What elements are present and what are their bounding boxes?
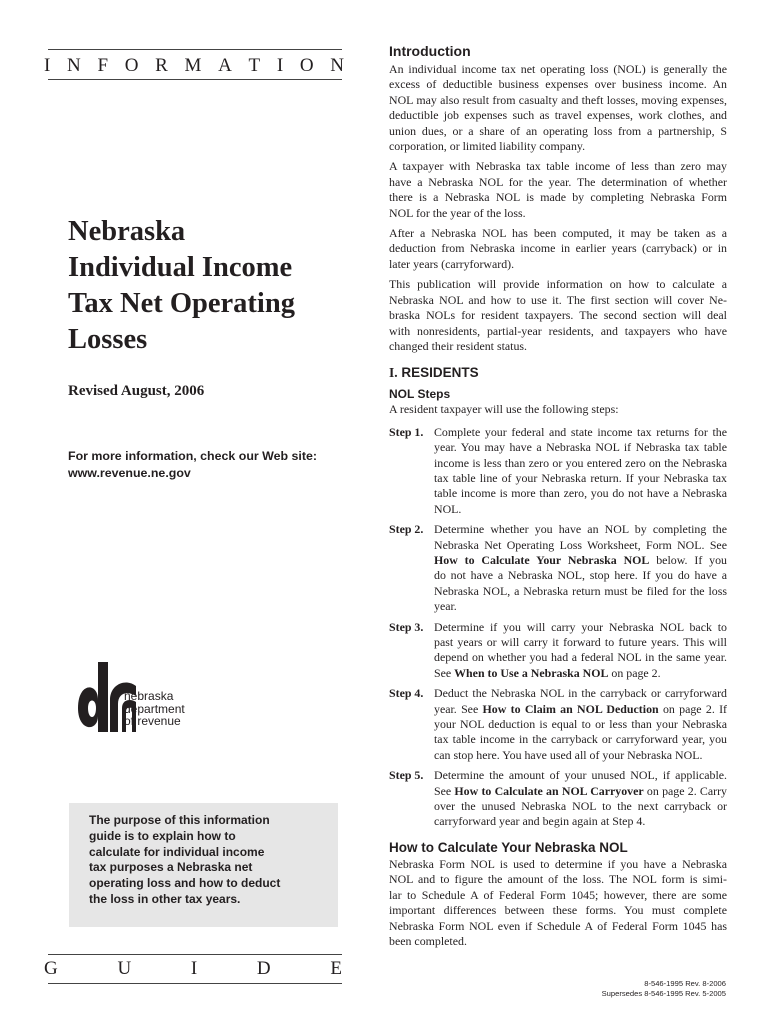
step-body (434, 620, 727, 682)
text-line: past years or will carry it forward to future years. This will (434, 635, 727, 649)
banner-letter: U (117, 958, 132, 979)
revised-date: Revised August, 2006 (68, 383, 205, 399)
banner-letter: N (330, 55, 344, 76)
text-line: Nebraska Net Operating Loss Worksheet, Form NOL. See (434, 537, 727, 552)
form-revision-footer (602, 979, 726, 999)
step-label: Step 5. (389, 768, 424, 783)
website-link[interactable]: www.revenue.ne.gov (68, 466, 191, 480)
banner-letter: E (330, 958, 342, 979)
text-line: deduction from Nebraska income in earlier years (carryback) or in (389, 241, 727, 256)
intro-paragraph-2 (389, 159, 727, 221)
residents-heading (389, 365, 727, 381)
text-line: year. You may have a Nebraska NOL if Nebraska tax table (434, 440, 727, 455)
information-banner (44, 55, 344, 77)
banner-letter: I (276, 55, 284, 76)
section-number: I. (389, 365, 398, 381)
step-3 (389, 620, 727, 682)
text-line: table income is more than zero, you do not have a Nebraska (434, 486, 727, 501)
logo-line: department (124, 701, 185, 716)
step-body (434, 425, 727, 517)
purpose-text (89, 813, 309, 908)
guide-top-rule (48, 954, 342, 955)
banner-letter: R (155, 55, 168, 76)
text-fragment: See (434, 783, 455, 798)
text-line: union dues, or a share of an operating loss from a partnership, S (389, 123, 727, 138)
step-body (434, 522, 727, 614)
nol-steps-heading: NOL Steps (389, 387, 451, 402)
text-line: An individual income tax net operating loss (NOL) is generally the (389, 62, 727, 76)
text-line: Nebraska Form NOL even if Schedule A of Federal Form 1045 has (389, 918, 727, 933)
text-line: do not have a Nebraska NOL, stop here. If you do have a (434, 568, 727, 583)
text-line: year. (434, 599, 457, 614)
text-line: braska NOLs for resident taxpayers. The second section will deal (389, 308, 727, 323)
text-line: After a Nebraska NOL has been computed, it may be taken as a (389, 226, 727, 241)
cross-reference: How to Calculate an NOL Carryover (454, 783, 644, 798)
text-line: excess of deductible business expenses over business income. An (389, 77, 727, 92)
intro-heading: Introduction (389, 43, 471, 59)
text-fragment: on page 2. If (658, 701, 728, 716)
banner-letter: I (190, 958, 198, 979)
title-line: Losses (68, 324, 148, 355)
steps-lead: A resident taxpayer will use the following steps: (389, 402, 619, 417)
banner-letter: D (256, 958, 271, 979)
calc-heading: How to Calculate Your Nebraska NOL (389, 839, 628, 855)
guide-bottom-rule (48, 983, 342, 984)
text-line: can stop here. You have used all of your Nebraska NOL. (434, 747, 703, 762)
step-label: Step 3. (389, 619, 424, 634)
step-5 (389, 768, 727, 830)
text-line: Determine the amount of your unused NOL, if applicable. (434, 768, 727, 783)
title-line: Tax Net Operating (68, 288, 295, 319)
step-2 (389, 522, 727, 614)
text-fragment: See (434, 665, 455, 680)
intro-paragraph-3 (389, 226, 727, 272)
text-line: NOL may also result from casualty and theft losses, moving expenses, (389, 92, 727, 107)
text-fragment: year. See (434, 701, 483, 716)
text-line: over the unused Nebraska NOL to the next carryback or (434, 799, 727, 814)
banner-letter: A (218, 55, 232, 76)
title-line: Nebraska (68, 216, 186, 247)
banner-letter: I (44, 55, 51, 76)
text-line: tax table line of your Nebraska return. If your Nebraska tax (434, 470, 727, 485)
calc-paragraph (389, 857, 727, 949)
cross-reference: How to Claim an NOL Deduction (482, 701, 659, 716)
revision-number: 8-546-1995 Rev. 8-2006 (644, 979, 726, 988)
banner-letter: M (184, 55, 202, 76)
logo-line: nebraska (124, 689, 174, 703)
text-line: Nebraska NOL, a Nebraska return must be filed for the loss (434, 583, 727, 598)
step-body (434, 686, 727, 763)
text-line: there is a Nebraska NOL is made by completing Nebraska Form (389, 190, 727, 205)
top-rule (48, 49, 342, 50)
logo-line: of revenue (124, 714, 181, 728)
text-line: important differences between these forms. You must complete (389, 903, 727, 918)
text-line: NOL. (434, 501, 462, 516)
text-line: Deduct the Nebraska NOL in the carryback or carryforward (434, 686, 727, 701)
supersedes-note: Supersedes 8-546-1995 Rev. 5-2005 (601, 989, 726, 998)
text-line: deductible job expenses such as travel expenses, work clothes, and (389, 108, 727, 123)
purpose-line: calculate for individual income (89, 844, 265, 859)
text-line: have a Nebraska NOL for the year. The determination of whether (389, 174, 727, 189)
text-line: later years (carryforward). (389, 256, 515, 271)
text-fragment: on page 2. (608, 665, 661, 680)
purpose-line: The purpose of this information (89, 813, 270, 827)
text-line: Determine whether you have an NOL by completing the (434, 522, 727, 537)
purpose-line: the loss in other tax years. (89, 891, 241, 906)
text-line: changed their resident status. (389, 338, 528, 353)
banner-letter: N (67, 55, 81, 76)
step-label: Step 4. (389, 686, 424, 701)
text-line: Nebraska NOL and how to use it. The first section will cover Ne- (389, 292, 727, 307)
text-line: with nonresidents, partial-year residents, and taxpayers who have (389, 323, 727, 338)
text-line (434, 553, 727, 568)
text-line: A taxpayer with Nebraska tax table income of less than zero may (389, 159, 727, 174)
section-title: RESIDENTS (401, 365, 479, 381)
text-line: NOL for the year of the loss. (389, 205, 526, 220)
title-line: Individual Income (68, 252, 293, 283)
text-line: been completed. (389, 933, 467, 948)
banner-letter: F (97, 55, 109, 76)
step-body (434, 768, 727, 830)
text-line: Complete your federal and state income tax returns for the (434, 424, 727, 439)
step-label: Step 2. (389, 522, 424, 537)
text-line: your NOL deduction is equal to or less than your Nebraska (434, 717, 727, 732)
text-line: income is less than zero or you entered zero on the Nebraska (434, 455, 727, 470)
document-title (68, 214, 338, 358)
more-info (68, 448, 338, 482)
more-info-label: For more information, check our Web site: (68, 449, 317, 463)
text-line: lar to Schedule A of Federal Form 1045; however, there are some (389, 887, 727, 902)
intro-paragraph-4 (389, 277, 727, 354)
intro-paragraph-1 (389, 62, 727, 154)
text-fragment: below. If you (649, 552, 727, 567)
text-line: Nebraska Form NOL is used to determine if you have a Nebraska (389, 856, 727, 871)
text-line (434, 666, 727, 681)
purpose-line: tax purposes a Nebraska net (89, 860, 253, 875)
main-content (389, 43, 727, 954)
text-line: NOL and to figure the amount of the loss. The NOL form is simi- (389, 872, 727, 887)
banner-letter: G (44, 958, 58, 979)
text-line: This publication will provide information on how to calculate a (389, 277, 727, 292)
purpose-line: guide is to explain how to (89, 828, 236, 843)
text-line: depend on whether you had a federal NOL in the same year. (434, 650, 727, 665)
banner-letter: T (248, 55, 261, 76)
cross-reference: When to Use a Nebraska NOL (454, 665, 609, 680)
banner-letter: O (299, 55, 314, 76)
purpose-line: operating loss and how to deduct (89, 876, 281, 891)
banner-letter: O (124, 55, 139, 76)
text-line: carryforward year and begin again at Step 4. (434, 814, 646, 829)
step-4 (389, 686, 727, 763)
banner-underline (48, 79, 342, 80)
step-label: Step 1. (389, 424, 424, 439)
step-1 (389, 425, 727, 517)
guide-banner (44, 958, 342, 980)
text-line (434, 702, 727, 717)
text-line: tax table income in the carryback or carryforward year, you (434, 732, 727, 747)
cross-reference: How to Calculate Your Nebraska NOL (434, 552, 650, 567)
text-fragment: on page 2. Carry (643, 783, 727, 798)
text-line: corporation, or limited liability company. (389, 139, 586, 154)
text-line (434, 784, 727, 799)
purpose-box (69, 803, 338, 927)
dor-logo-text (124, 690, 185, 728)
text-line: Determine if you will carry your Nebraska NOL back to (434, 619, 727, 634)
